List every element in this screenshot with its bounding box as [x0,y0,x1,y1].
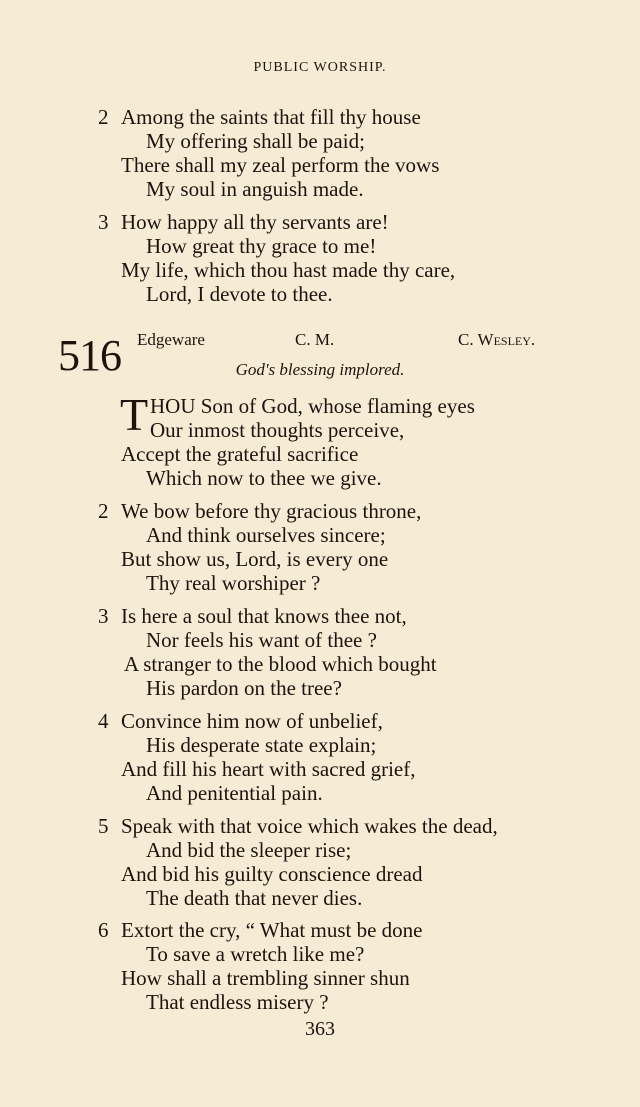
verse-line: To save a wretch like me? [146,942,365,966]
stanza-number: 3 [98,210,109,234]
author: C. Wesley. [458,330,536,349]
verse-line: Is here a soul that knows thee not, [121,604,407,628]
stanza-number: 2 [98,499,109,523]
stanza-number: 6 [98,918,109,942]
tune-name: Edgeware [137,330,205,349]
verse-line: We bow before thy gracious throne, [121,499,422,523]
verse-line: And bid the sleeper rise; [146,838,352,862]
verse-line: There shall my zeal perform the vows [121,153,440,177]
verse-line: Our inmost thoughts perceive, [150,418,405,442]
verse-line: Lord, I devote to thee. [146,282,333,306]
stanza-number: 2 [98,105,109,129]
verse-line: How great thy grace to me! [146,234,377,258]
verse-line: My offering shall be paid; [146,129,365,153]
meter: C. M. [295,330,335,349]
verse-line: Among the saints that fill thy house [121,105,421,129]
verse-line: How shall a trembling sinner shun [121,966,410,990]
verse-line: His desperate state explain; [146,733,377,757]
page-number: 363 [305,1018,335,1040]
verse-line: Thy real worshiper ? [146,571,321,595]
verse-line: Convince him now of unbelief, [121,709,383,733]
verse-line: And bid his guilty conscience dread [121,862,423,886]
verse-line: Which now to thee we give. [146,466,382,490]
stanza-number: 3 [98,604,109,628]
running-header: PUBLIC WORSHIP. [253,60,387,75]
verse-line: Speak with that voice which wakes the dead, [121,814,498,838]
stanza-number: 5 [98,814,109,838]
drop-cap: T [120,389,149,440]
verse-line: His pardon on the tree? [146,676,342,700]
hymn-subtitle: God's blessing implored. [235,360,405,379]
verse-line: Accept the grateful sacrifice [121,442,359,466]
verse-line: HOU Son of God, whose flaming eyes [150,394,475,418]
stanza-number: 4 [98,709,109,733]
verse-line: The death that never dies. [146,886,363,910]
verse-line: And penitential pain. [146,781,323,805]
verse-line: How happy all thy servants are! [121,210,389,234]
verse-line: My life, which thou hast made thy care, [121,258,456,282]
verse-line: Extort the cry, “ What must be done [121,918,423,942]
verse-line: A stranger to the blood which bought [124,652,437,676]
verse-line: And think ourselves sincere; [146,523,386,547]
verse-line: My soul in anguish made. [146,177,364,201]
verse-line: Nor feels his want of thee ? [146,628,377,652]
hymn-number: 516 [58,331,121,380]
verse-line: And fill his heart with sacred grief, [121,757,416,781]
verse-line: But show us, Lord, is every one [121,547,389,571]
verse-line: That endless misery ? [146,990,329,1014]
